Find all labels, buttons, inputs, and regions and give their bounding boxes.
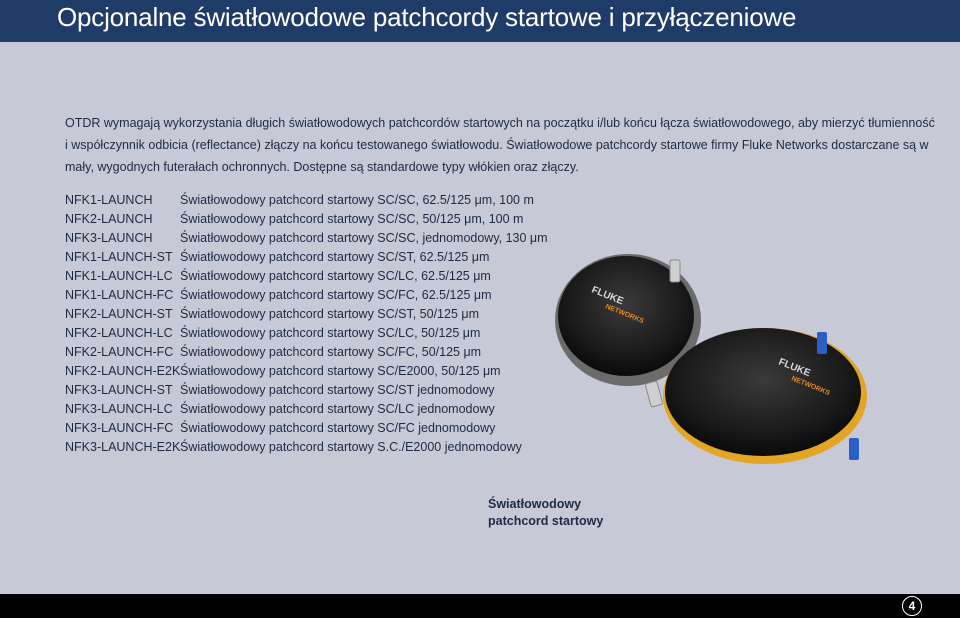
product-code: NFK3-LAUNCH-ST [65,383,173,397]
product-code: NFK2-LAUNCH-FC [65,345,174,359]
page-number: 4 [902,596,922,616]
product-desc: Światłowodowy patchcord startowy SC/SC, jednomodowy, 130 μm [180,231,548,245]
product-desc: Światłowodowy patchcord startowy SC/LC, 62.5/125 μm [180,269,491,283]
right-case-logo: FLUKE [776,356,812,380]
product-code: NFK1-LAUNCH-FC [65,288,174,302]
product-desc: Światłowodowy patchcord startowy SC/ST jednomodowy [180,383,495,397]
product-code: NFK2-LAUNCH-ST [65,307,173,321]
product-desc: Światłowodowy patchcord startowy SC/SC, 50/125 μm, 100 m [180,212,524,226]
product-code: NFK1-LAUNCH-LC [65,269,173,283]
product-desc: Światłowodowy patchcord startowy SC/E2000, 50/125 μm [180,364,501,378]
footer-bar [0,594,960,618]
intro-paragraph [65,112,935,178]
sc-connector-icon [645,381,663,407]
product-code: NFK2-LAUNCH-LC [65,326,173,340]
product-code: NFK2-LAUNCH [65,212,153,226]
product-desc: Światłowodowy patchcord startowy SC/ST, 50/125 μm [180,307,479,321]
left-case-logo-sub: NETWORKS [604,303,645,326]
product-code: NFK3-LAUNCH-E2K [65,440,181,454]
intro-line: i współczynnik odbicia (reflectance) złączy na końcu testowanego światłowodu. Światłowodowe patchcordy startowe firmy Fluke Networks dostarczane są w [65,138,929,152]
product-code: NFK3-LAUNCH [65,231,153,245]
left-case-logo: FLUKE [589,284,625,308]
caption-line: patchcord startowy [488,514,604,528]
sc-connector-blue-icon [817,332,827,354]
product-code: NFK1-LAUNCH [65,193,153,207]
product-desc: Światłowodowy patchcord startowy SC/ST, 62.5/125 μm [180,250,490,264]
page-title: Opcjonalne światłowodowe patchcordy startowe i przyłączeniowe [57,2,797,32]
intro-line: OTDR wymagają wykorzystania długich światłowodowych patchcordów startowych na początku i/lub końcu łącza światłowodowego, aby mierzyć tłumienność [65,116,935,130]
product-desc: Światłowodowy patchcord startowy SC/FC jednomodowy [180,421,496,435]
product-desc: Światłowodowy patchcord startowy SC/LC jednomodowy [180,402,495,416]
product-code: NFK1-LAUNCH-ST [65,250,173,264]
header-bar [0,0,960,42]
product-desc: Światłowodowy patchcord startowy SC/SC, 62.5/125 μm, 100 m [180,193,534,207]
photo-caption [488,496,603,530]
sc-connector-icon [670,260,680,282]
right-case-logo-sub: NETWORKS [790,375,831,398]
product-desc: Światłowodowy patchcord startowy SC/FC, 62.5/125 μm [180,288,492,302]
sc-connector-blue-icon [849,438,859,460]
patchcord-cases-photo [553,252,898,467]
product-code: NFK3-LAUNCH-FC [65,421,174,435]
product-desc: Światłowodowy patchcord startowy S.C./E2000 jednomodowy [180,440,522,454]
product-desc: Światłowodowy patchcord startowy SC/FC, 50/125 μm [180,345,482,359]
product-desc: Światłowodowy patchcord startowy SC/LC, 50/125 μm [180,326,481,340]
intro-line: mały, wygodnych futerałach ochronnych. Dostępne są standardowe typy włókien oraz złączy. [65,160,579,174]
product-code: NFK3-LAUNCH-LC [65,402,173,416]
right-case [665,328,861,456]
caption-line: Światłowodowy [488,497,582,511]
product-code: NFK2-LAUNCH-E2K [65,364,181,378]
